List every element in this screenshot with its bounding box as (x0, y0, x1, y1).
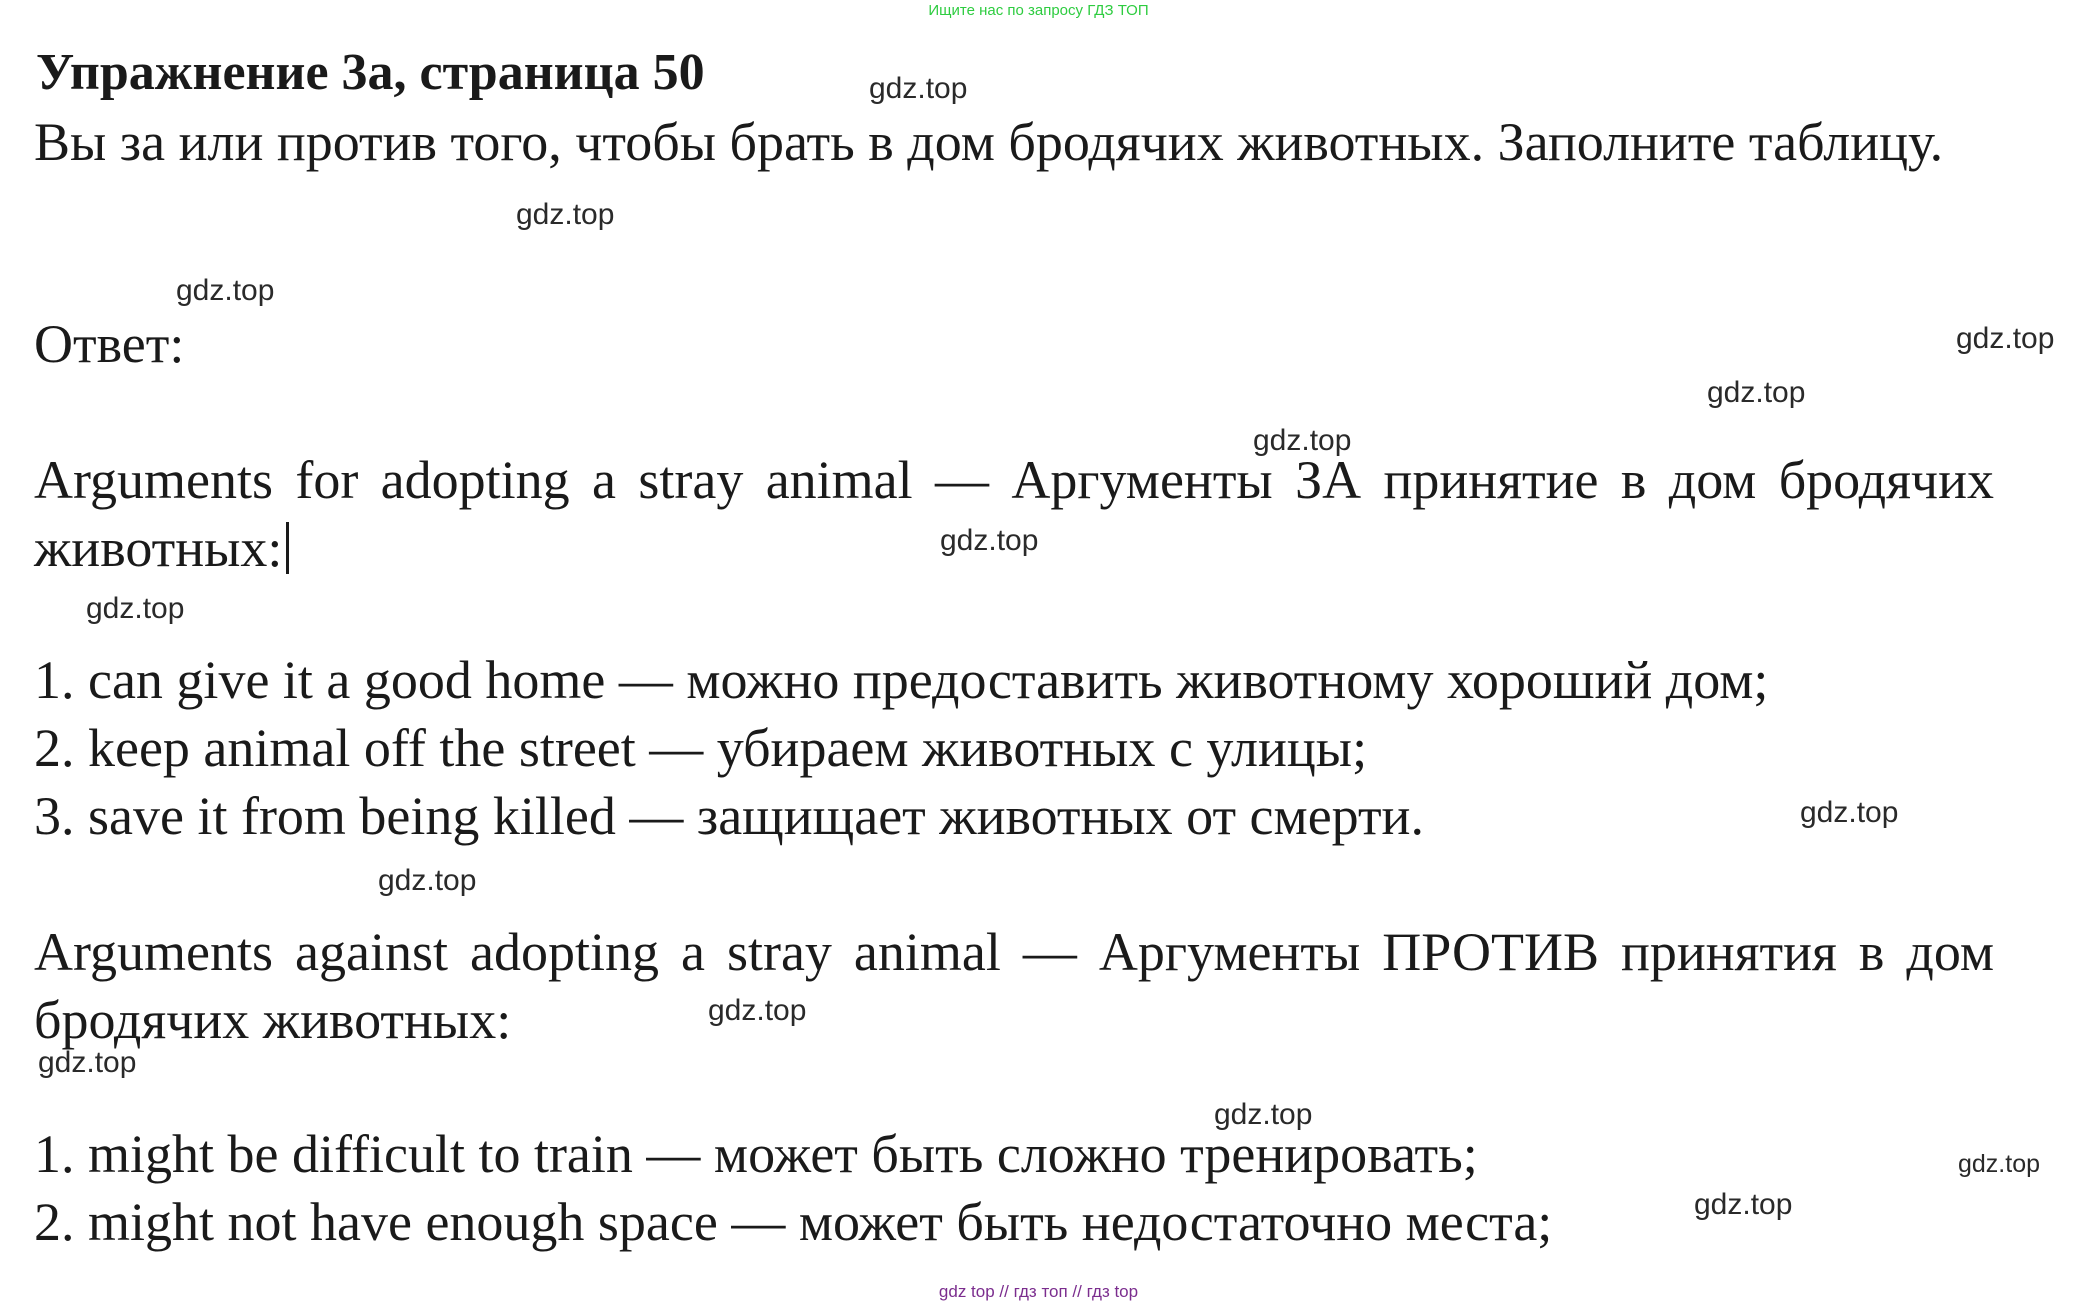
watermark: gdz.top (1707, 376, 1806, 409)
watermark: gdz.top (1253, 424, 1352, 457)
exercise-title: Упражнение 3а, страница 50 (36, 44, 705, 101)
watermark: gdz.top (1214, 1098, 1313, 1131)
task-text: Вы за или против того, чтобы брать в дом бродячих животных. Заполните таблицу. (34, 112, 1944, 172)
watermark: gdz.top (516, 198, 615, 231)
watermark: gdz.top (38, 1046, 137, 1079)
against-item-2: 2. might not have enough space — может быть недостаточно места; (34, 1192, 1553, 1252)
top-banner: Ищите нас по запросу ГДЗ ТОП (928, 2, 1149, 19)
watermark: gdz.top (940, 524, 1039, 557)
text-cursor (286, 522, 289, 574)
watermark: gdz.top (86, 592, 185, 625)
against-heading: Arguments against adopting a stray animal — Аргументы ПРОТИВ принятия в дом бродячих животных: (34, 922, 1994, 1050)
watermark: gdz.top (1956, 322, 2055, 355)
answer-label: Ответ: (34, 314, 185, 374)
footer-links: gdz top // гдз топ // гдз top (938, 1282, 1139, 1301)
watermark: gdz.top (708, 994, 807, 1027)
watermark: gdz.top (869, 72, 968, 105)
watermark: gdz.top (176, 274, 275, 307)
watermark: gdz.top (1958, 1150, 2041, 1178)
against-item-1: 1. might be difficult to train — может быть сложно тренировать; (34, 1124, 1478, 1184)
for-item-2: 2. keep animal off the street — убираем животных с улицы; (34, 718, 1368, 778)
watermark: gdz.top (378, 864, 477, 897)
watermark: gdz.top (1694, 1188, 1793, 1221)
for-item-3: 3. save it from being killed — защищает животных от смерти. (34, 786, 1424, 846)
for-heading (34, 446, 1994, 582)
watermark: gdz.top (1800, 796, 1899, 829)
for-heading-text: Arguments for adopting a stray animal — Аргументы ЗА принятие в дом бродячих животных: (34, 450, 1994, 578)
for-item-1: 1. can give it a good home — можно предоставить животному хороший дом; (34, 650, 1769, 710)
